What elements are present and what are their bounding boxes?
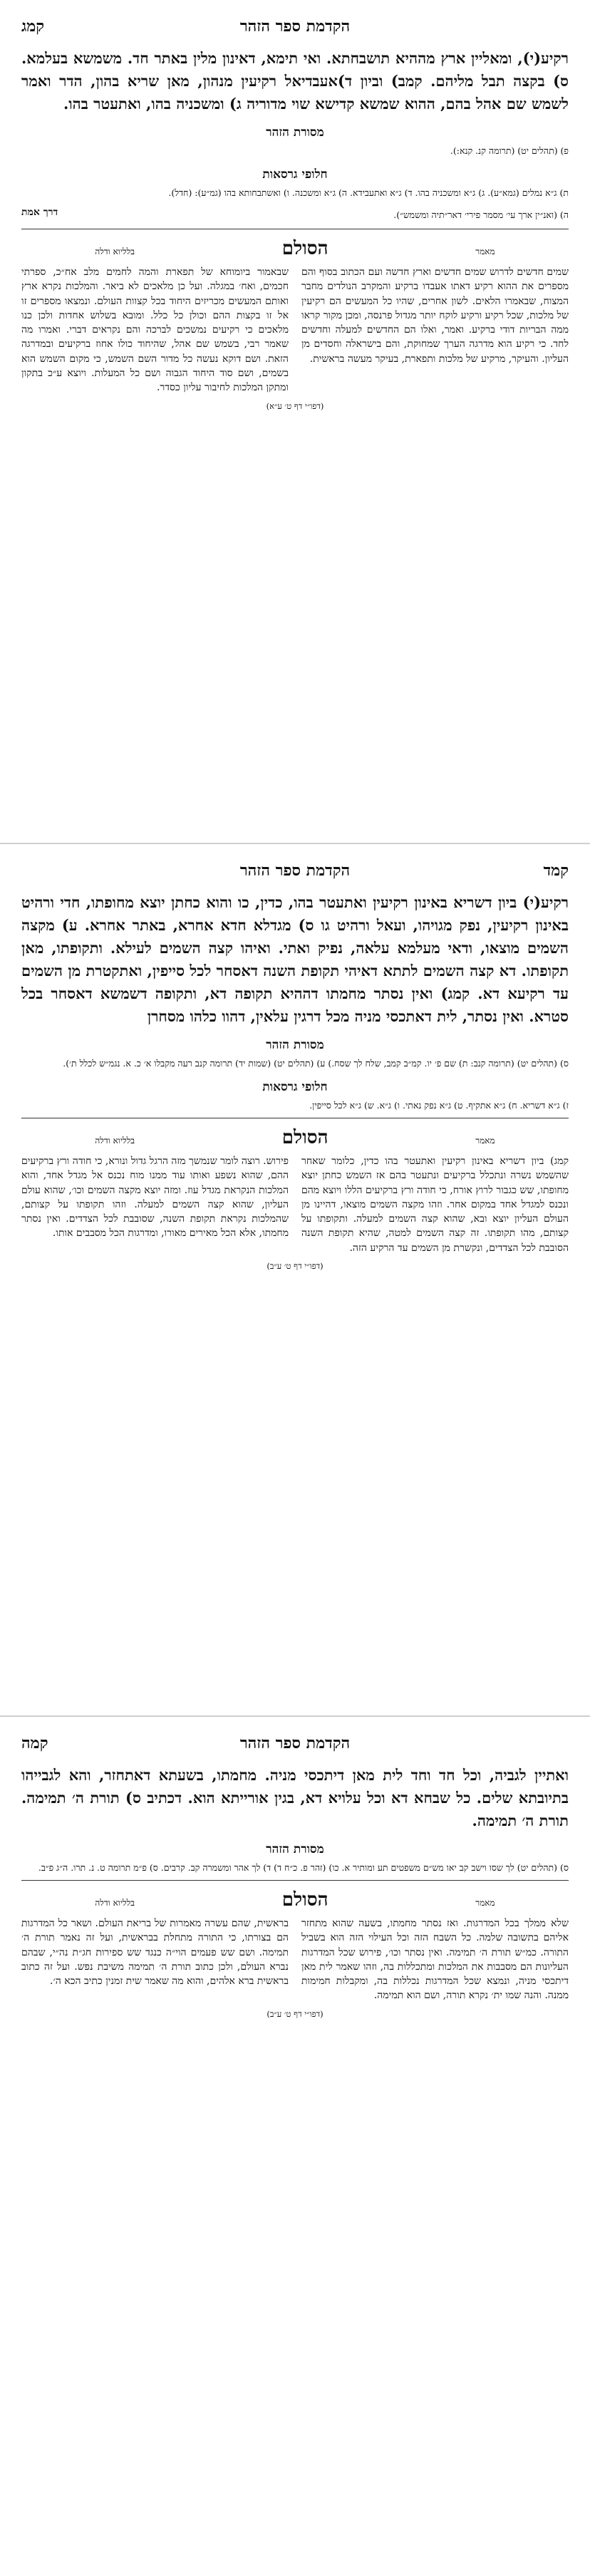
masoret-notes: פ) (תהלים יט) (תרומה קנ. קנא:). [450,145,569,156]
page-number: קמה [21,1734,48,1752]
biluyim-label: בלליוא ודלה [95,1136,135,1146]
divider [21,1880,569,1881]
sulam-columns [21,1916,569,2003]
sulam-column-right: קמג) ביון דשריא באינון רקיעין ואתעטר בהו כדין, כלומר שאחר שהשמש נשרה ונתכלל ברקיעים ונתעטר בהם אז השמש כחתן יוצא מחופתו, שש כגבור לרוץ אורח, כי חודה ורץ ברקיעים הללו ויוצא מהם ונכנס למגדל אחד במקום אחר. וזהו מקצה השמים מוצאו, דהיינו מן העולם העליון יוצא ובא, שהוא קצה השמים למעלה. ותקופתו על קצותם, מהו תקופתו. זה קצה השמים למטה, שהיא תקופת השנה הסובבת לכל הצדדים, ונקשרת מן השמים עד הרקיע הזה. [301,1155,569,1254]
biluyim-label: בלליוא ודלה [95,1898,135,1908]
sulam-column-left: בראשית, שהם עשרה מאמרות של בריאת העולם. ושאר כל המדרגות הם בצורתו, כי התורה מתחלת בבראשית, ועל זה נאמר תורת ה׳ תמימה. ושם שש פעמים הוי״ה כנגד שש ספירות חג״ת נה״י, שבהם נברא העולם, ולכן כתוב תורת ה׳ תמימה משיבת נפש. ועל זה כתוב בראשית ברא אלהים, והוא מה שאמר שית זמנין כתיב הכא ה׳. [21,1918,289,1988]
chilufei-notes: ז) ג״א דשריא. ח) ג״א אתקיף. ט) ג״א נפק נאתי. ו) ג״א. ש) ג״א לכל סייפין. [309,1100,569,1111]
folio-reference: (דפו״י דף ט׳ ע״ב) [266,2008,324,2019]
maamar-label: מאמר [475,246,495,256]
zohar-main-text: ואתיין לגביה, וכל חד וחד לית מאן דיתכסי מניה. מחמתו, בשעתא דאתחזר, והא לגבייהו בתיובתא שלים. כל שבחא דא וכל עלויא דא, בגין אורייתא הוא. דכתיב ס) תורת ה׳ תמימה. תורת ה׳ תמימה. [21,1766,569,1829]
maamar-label: מאמר [475,1136,495,1146]
masoret-title: מסורת הזהר [266,1842,324,1856]
sulam-header [21,1889,569,1911]
running-header [21,10,569,43]
folio-reference: (דפו״י דף ט׳ ע״א) [266,400,324,411]
page-number: קמד [543,861,569,880]
running-header [21,854,569,887]
masoret-title: מסורת הזהר [266,1038,324,1052]
sulam-title: הסולם [281,1127,328,1148]
chilufei-title: חלופי גרסאות [262,1080,328,1094]
sulam-column-left: שבאמור ביומוחא של תפארת והמה לחמים מלב אח״כ, ספרתי חכמים, ואח׳ במגלה. ועל כן מלאכים לא ביאר. והמלכות נקרא ארץ ואותם המעשים מכריזים היחוד בכל קצוות העולם. ונמצאו מספרים זו אל זו בקצות ההם וכולן כל כלל. ומובא בשלוש אחדות ולכן כנו מלאכים כי רקיעים נמשכים לברכה והם נקראים דברי. ואמרו מה שאמר רבי, בשמש שם אהל, שהיחוד כולו אחוז ברקיעים ובמדרגה הזאת. ושם דוקא נעשה כל מדור השם השמש, כי מקום השמש הוא בשמים, ושם סוד היחוד הגבוה ושם כל המעלות. ויוצא ע״כ בתקון ומתקן המלכות לחיבור עליון כסדר. [21,266,289,394]
sulam-column-right: שלא ממלך בכל המדרגות. ואז נסתר מחמתו, בשעה שהוא מתחזר אליהם בתשובה שלמה. כל השבח הזה וכל העילוי הזה הוא בשביל התורה. כמ״ש תורת ה׳ תמימה. ואין נסתר וכו׳, פירוש שכל המדרגות העליונות הם מסבבות את המלכות ומתכללות בה, וזהו שאמר לית מאן דיתכסי מניה, ונמצא שכל המדרגות נכללות בה, ומקבלות חמימות ממנה. והנה שמו ית׳ נקרא תורה, ושם הוא תמימה. [301,1918,569,2002]
page-145 [0,1717,590,2576]
page-144 [0,844,590,1717]
sulam-columns [21,1154,569,1255]
derech-emet-text: ה) (ואנ״ין ארך עי׳ מסמר פירי׳ דאר״תיה ומשמש״). [393,209,569,220]
page-title: הקדמת ספר הזהר [239,861,351,880]
masoret-notes: ס) (תהלים יט) לך שסו וישב קב יאו מש״ם משפטים תע ומותיר א. כו) (זהר פ. כ״ח ד) ד) לך אהר ומשמרה קב. קרבים. ס) פ״מ תרומה ט. נ. תרו. ה״ג פ״ב. [38,1862,569,1873]
running-header [21,1727,569,1760]
page-143 [0,0,590,844]
page-number: קמג [21,17,45,36]
sulam-columns [21,265,569,395]
folio-reference: (דפו״י דף ט׳ ע״ב) [266,1261,324,1272]
sulam-column-left: פירוש. רוצה לומר שנמשך מזה הרגל גדול ונורא, כי חודה ורץ ברקיעים ההם, שהוא נשפע ואותו עוד ממנו מוח נכנס אל מגדל אחד, והוא המלכות הנקראת מגדל עוז. ומזה יוצא מקצה השמים וכו׳, שהוא עולם העליון, שהוא קצה השמים למעלה. וזהו תקופתו על קצותם, שהמלכות נקראת תקופת השנה, שסובבת לכל הצדדים. ואין נסתר מחמתו, אלא הכל מאירים מאורו, ומדרגות הכל מסבבים אותו. [21,1155,289,1240]
page-title: הקדמת ספר הזהר [239,1734,351,1752]
sulam-title: הסולם [281,1889,328,1911]
biluyim-label: בלליוא ודלה [95,246,135,256]
sulam-title: הסולם [281,238,328,259]
derech-emet-label: דרך אמת [21,207,58,218]
page-title: הקדמת ספר הזהר [239,17,351,36]
chilufei-title: חלופי גרסאות [262,167,328,182]
maamar-label: מאמר [475,1898,495,1908]
zohar-main-text: רקיע(י) ביון דשריא באינון רקיעין ואתעטר בהו, כדין, כו והוא כחתן יוצא מחופתו, חדי ורהיט באינון רקיעין, נפק מגויהו, ועאל ורהיט גו ס) מגדלא חדא אחרא, באתר אחרא. ע) מקצה השמים מוצאו, ודאי מעלמא עלאה, נפיק ואתי. ואיהו קצה השמים לעילא. ותקופתו, מאן תקופתו. דא קצה השמים לתתא דאיהי תקופת השנה דאסחר לכל סייפין, ואתקטרת מן השמים עד רקיעא דא. קמג) ואין נסתר מחמתו דההיא תקופה דא, ותקופה דשמשא דאסחר בכל סטרא. ואין נסתר, לית דאתכסי מניה מכל דרגין עלאין, דהוו כלהו מסחרן [21,893,569,1025]
sulam-header [21,1127,569,1148]
derech-emet-row [21,207,569,223]
chilufei-notes: ת) ג״א נמלים (גמא״ע). ג) ג״א ומשכניה בהו. ד) ג״א ואתעבידא. ה) ג״א ומשכנה. ו) ואשתבחותא בהו (גמ״ע): (חדל). [168,187,569,198]
masoret-title: מסורת הזהר [266,125,324,140]
sulam-column-right: שמים חדשים לדרוש שמים חדשים וארץ חדשה ועם הכתוב בסוף והם מספרים את ההוא רקיע דאתו אעבדו ברקיע והמקרב הנולדים מחבר המצוח, שבאמרו הלאים. לשון אחרים, שהיו כל המעשים הם רקיעין של מלכות, שכל רקיע ורקיע לוקח יותר מגדול פרנסה, ומכן מקור קראו ממה הבריות דודי ברקיע. ואמר, ואלו הם החדשים למעלה וחדשים לחד. כי רקיע הוא מדרגה הערך שמחוקת, והם בישראלה וחסדים מן העליון. והעיקר, מרקיע של מלכות ותפארת, בעיקר מעשה בראשית. [301,266,569,365]
sulam-header [21,238,569,259]
zohar-main-text: רקיע(י), ומאליין ארץ מההיא תושבחתא. ואי תימא, דאינון מלין באתר חד. משמשא בעלמא. ס) בקצה תבל מליהם. קמב) וביון ד)אעבדיאל רקיעין מנהון, מאן שריא בהון, הדר ואמר לשמש שם אהל בהם, ההוא שמשא קדישא שוי מדוריה ג) ומשכניה בהו, ואתעטר בהו. [21,49,569,113]
masoret-notes: ס) (תהלים יט) (תרומה קנב: ת) שם פ׳ יו. קמ״ב קמב, שלח לך שסח.) ע) (תהלים יט) (שמות יד) תרומה קנב רעה מקבלו א׳ כ. א. נגמ״ש לכלל ת׳). [63,1058,569,1069]
